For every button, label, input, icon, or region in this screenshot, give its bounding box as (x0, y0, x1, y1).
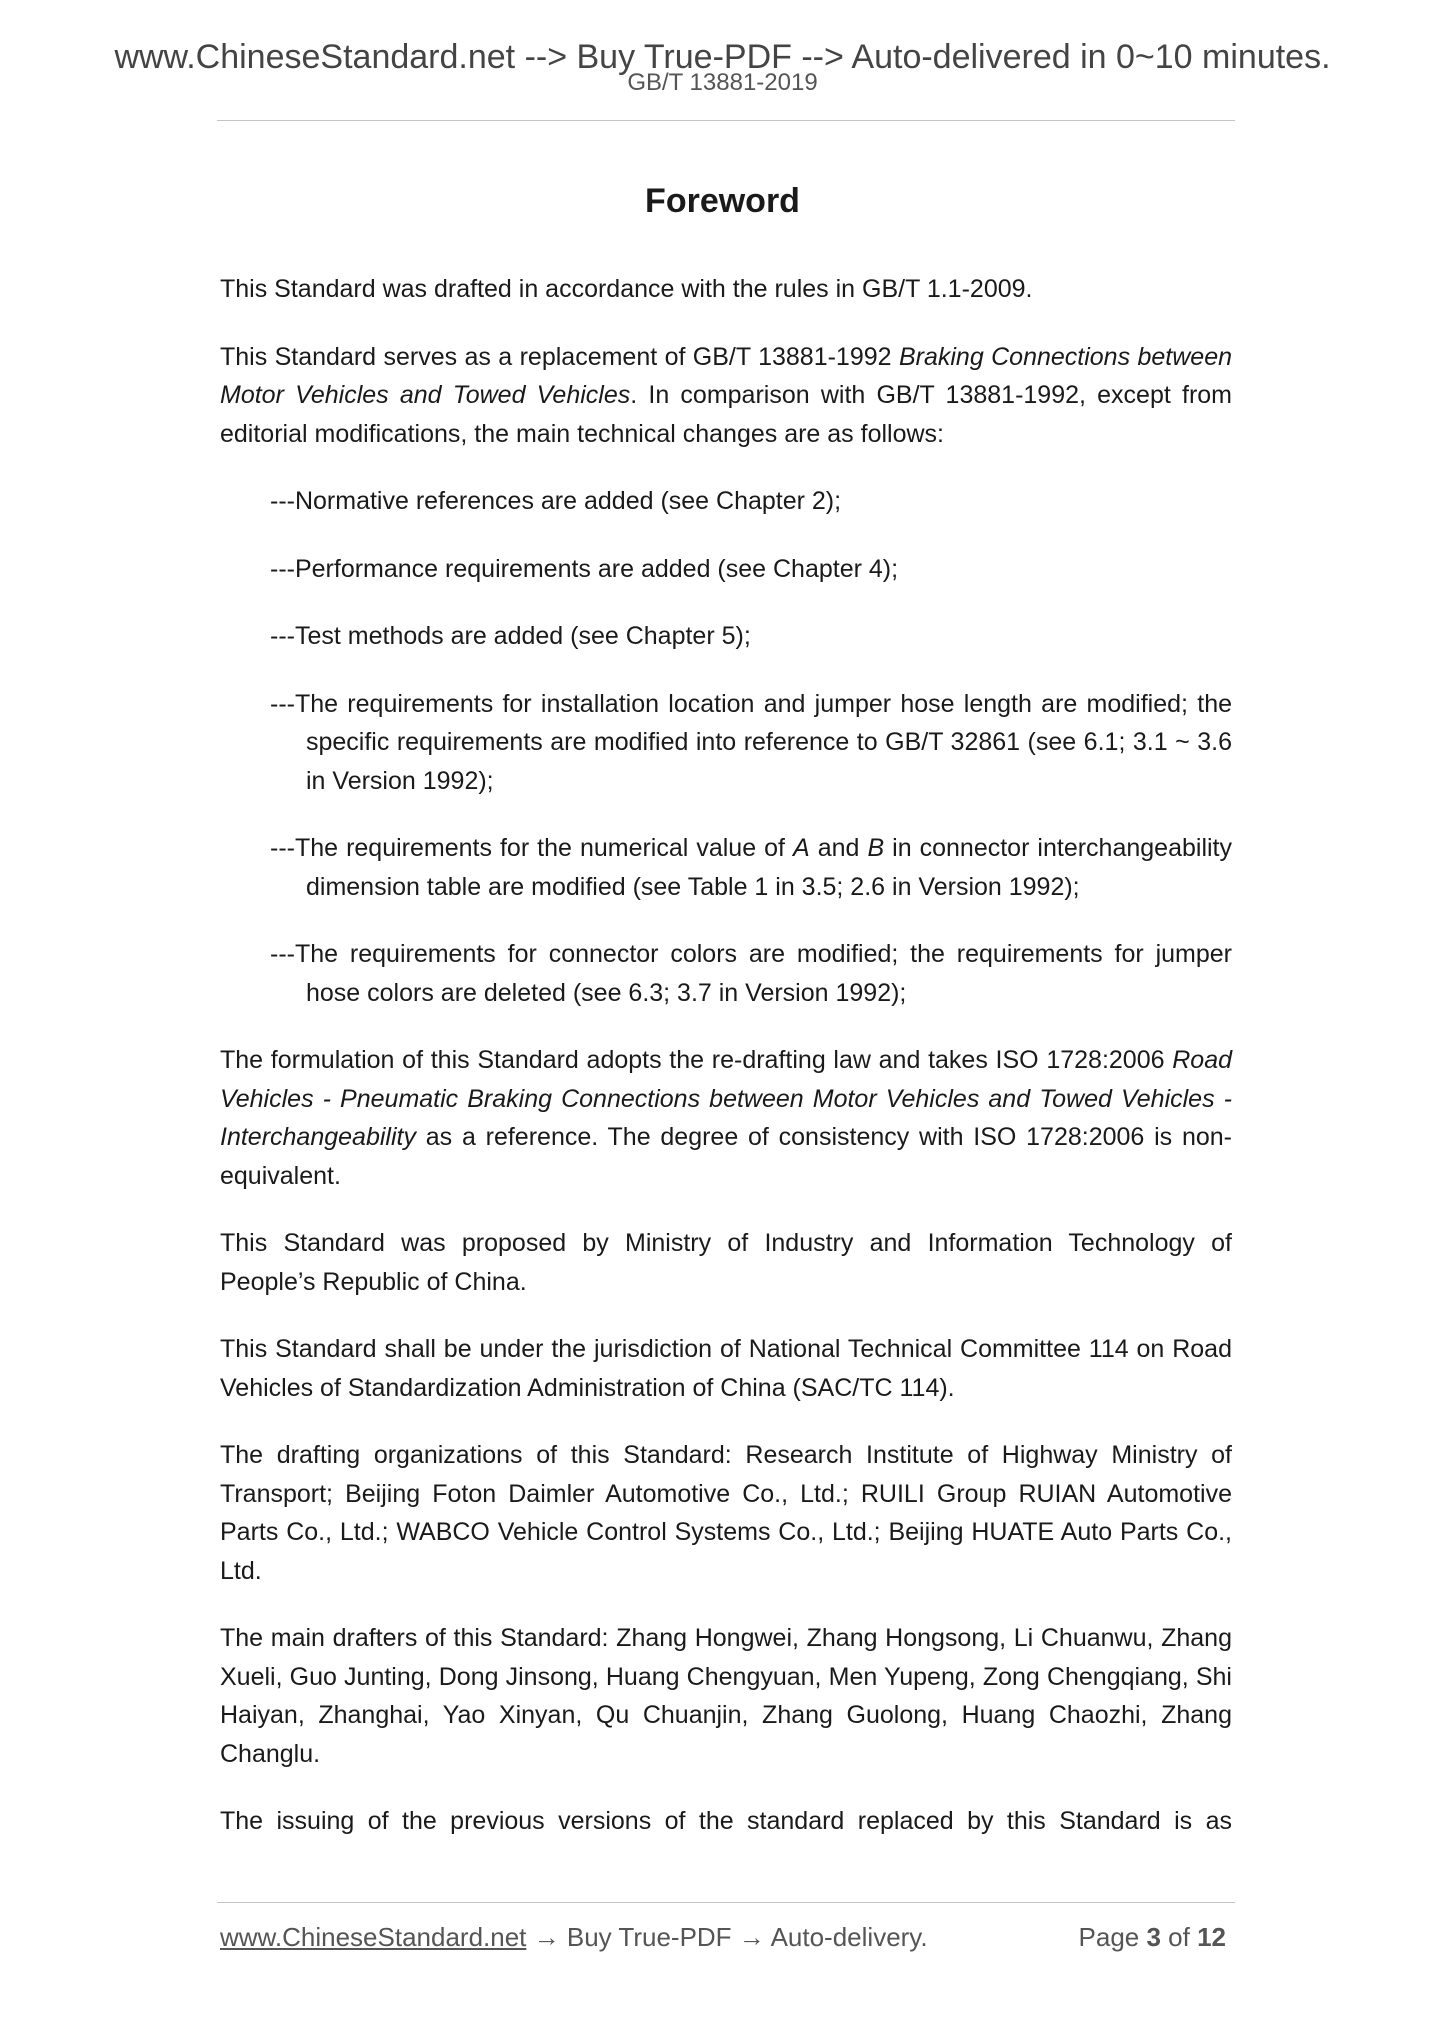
text-run: in connector interchangeability dimension table are modified (see Table 1 in 3.5; 2.6 in Version 1992); (306, 834, 1232, 901)
footer-tagline: → Buy True-PDF → Auto-delivery. (526, 1922, 928, 1952)
paragraph-replacement (220, 338, 1232, 454)
page-title: Foreword (645, 182, 800, 220)
text-run: ---The requirements for the numerical value of (270, 834, 793, 862)
paragraph-proposed-by: This Standard was proposed by Ministry of Industry and Information Technology of People’s Republic of China. (220, 1229, 1232, 1296)
paragraph-iso-reference (220, 1041, 1232, 1195)
change-item: ---Normative references are added (see Chapter 2); (270, 487, 842, 515)
page-total: 12 (1197, 1922, 1226, 1952)
paragraph-main-drafters: The main drafters of this Standard: Zhang Hongwei, Zhang Hongsong, Li Chuanwu, Zhang Xueli, Guo Junting, Dong Jinsong, Huang Chengyuan, Men Yupeng, Zong Chengqiang, Shi Haiyan, Zhanghai, Yao Xinyan, Qu Chuanjin, Zhang Guolong, Huang Chaozhi, Zhang Changlu. (220, 1624, 1232, 1768)
text-run: The formulation of this Standard adopts the re-drafting law and takes ISO 1728:2006 (220, 1046, 1173, 1074)
paragraph-jurisdiction: This Standard shall be under the jurisdiction of National Technical Committee 114 on Road Vehicles of Standardization Administration of China (SAC/TC 114). (220, 1335, 1232, 1402)
change-item: ---Test methods are added (see Chapter 5); (270, 622, 751, 650)
change-item: ---The requirements for installation location and jumper hose length are modified; the specific requirements are modified into reference to GB/T 32861 (see 6.1; 3.1 ~ 3.6 in Version 1992); (270, 689, 1232, 795)
header-divider (217, 120, 1235, 121)
page-footer (220, 1920, 1232, 1954)
replaced-standard-title: Braking Connections between Motor Vehicles and Towed Vehicles (220, 342, 1233, 409)
footer-divider (217, 1902, 1235, 1903)
change-item: ---Performance requirements are added (see Chapter 4); (270, 554, 899, 583)
text-run: This Standard serves as a replacement of GB/T 13881-1992 (220, 342, 899, 371)
change-item: ---The requirements for connector colors are modified; the requirements for jumper hose colors are deleted (see 6.3; 3.7 in Version 1992); (270, 940, 1232, 1007)
text-run: and (809, 834, 868, 862)
change-item (270, 829, 1232, 906)
site-banner: www.ChineseStandard.net --> Buy True-PDF --> Auto-delivered in 0~10 minutes. (114, 38, 1331, 76)
page-label: Page (1078, 1922, 1147, 1952)
paragraph-drafting-organizations: The drafting organizations of this Standard: Research Institute of Highway Ministry of Transport; Beijing Foton Daimler Automotive Co., Ltd.; RUILI Group RUIAN Automotive Parts Co., Ltd.; WABCO Vehicle Control Systems Co., Ltd.; Beijing HUATE Auto Parts Co., Ltd. (220, 1441, 1232, 1585)
page-number: 3 (1146, 1922, 1161, 1952)
document-body (220, 270, 1232, 1840)
text-run: as a reference. The degree of consistency with ISO 1728:2006 is non-equivalent. (220, 1123, 1232, 1190)
iso-standard-title: Road Vehicles - Pneumatic Braking Connections between Motor Vehicles and Towed Vehicles - Interchangeability (220, 1046, 1232, 1151)
paragraph-previous-versions: The issuing of the previous versions of the standard replaced by this Standard is as (220, 1807, 1232, 1835)
footer-site-link[interactable]: www.ChineseStandard.net (220, 1922, 527, 1952)
variable-b: B (867, 834, 885, 862)
paragraph-drafting-rules: This Standard was drafted in accordance with the rules in GB/T 1.1-2009. (220, 275, 1033, 303)
page-indicator (1079, 1920, 1226, 1954)
text-run: . In comparison with GB/T 13881-1992, except from editorial modifications, the main technical changes are as follows: (220, 381, 1232, 448)
standard-code: GB/T 13881-2019 (627, 69, 818, 96)
variable-a: A (793, 834, 810, 862)
page-of-label: of (1160, 1922, 1198, 1952)
